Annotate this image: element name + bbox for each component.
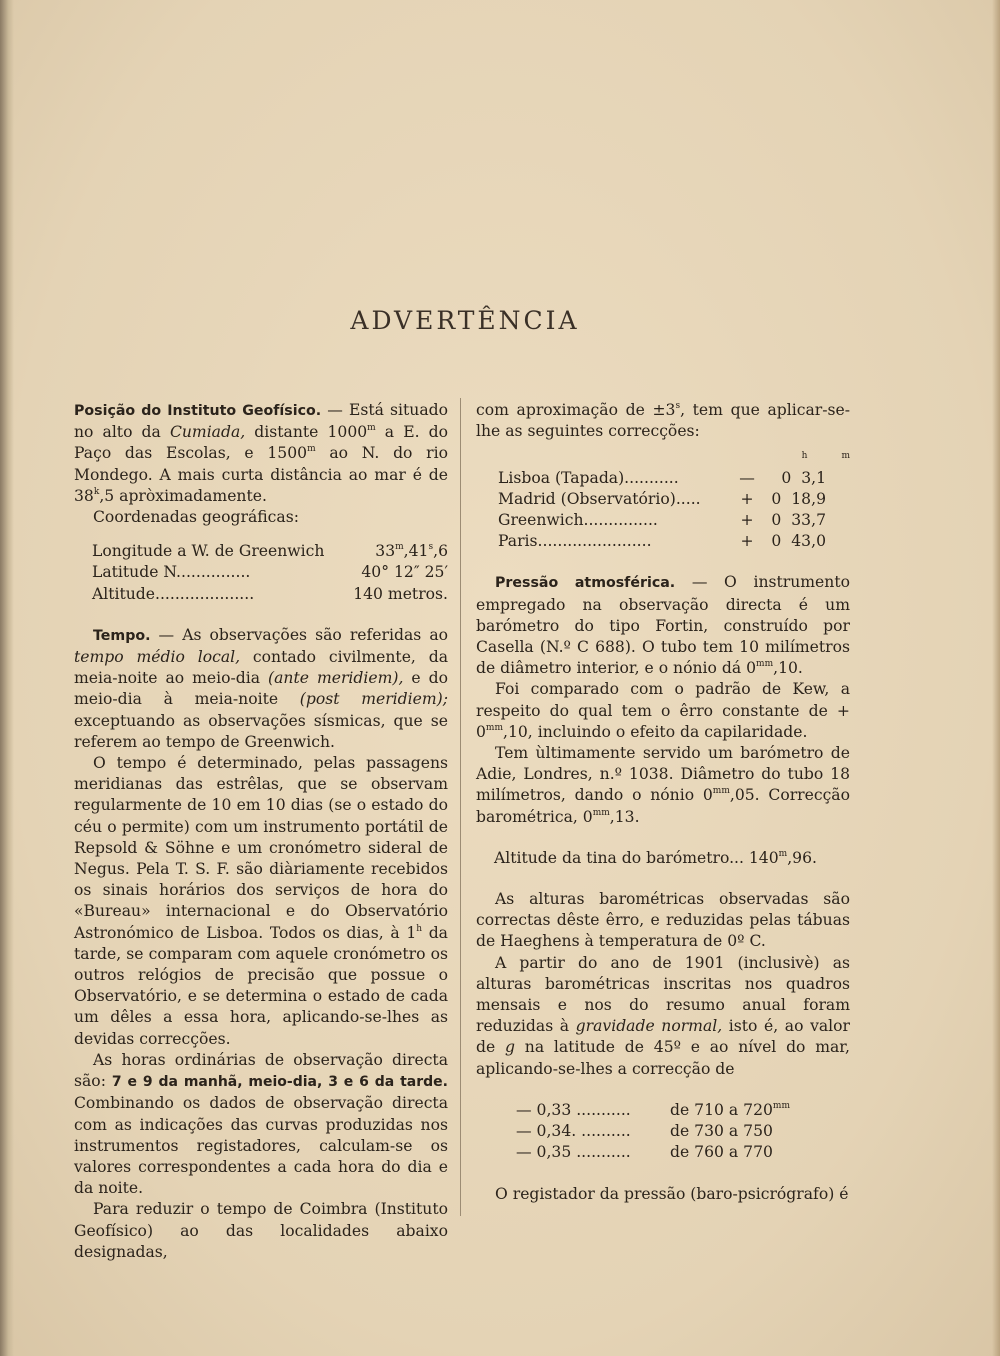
- corrections-table: [476, 446, 850, 552]
- table-row: Madrid (Observatório)..... + 0 18,9: [498, 489, 826, 508]
- table-row: — 0,33 ........... de 710 a $720^{mm}$: [516, 1100, 790, 1119]
- paragraph-pressure: Pressão atmosférica. — O instrumento empregado na observação directa é um barómetro do tipo Fortin, construído por Casella (N.º C 688). O tubo tem 10 milímetros de diâmetro interior, e o nónio dá $0^{mm},10$.: [476, 573, 850, 678]
- gravity-corrections-table: [476, 1100, 850, 1164]
- paragraph-position: Posição do Instituto Geofísico. — Está situado no alto da Cumiada, distante 1000$^m$ a E. do Paço das Escolas, e 1500$^m$ ao N. do rio Mondego. A mais curta distância ao mar é de 38$^k$,5 apròximadamente.: [74, 401, 449, 505]
- book-spine-shadow: [0, 0, 14, 1356]
- section-title-tempo: Tempo.: [93, 627, 151, 644]
- barometer-altitude: Altitude da tina do barómetro... 140$^m$,96.: [494, 848, 817, 867]
- page-edge: [992, 0, 1000, 1356]
- section-title-pressure: Pressão atmosférica.: [495, 575, 676, 592]
- coordinates-title: Coordenadas geográficas:: [93, 508, 299, 527]
- paragraph-observation-hours: As horas ordinárias de observação directa são: 7 e 9 da manhã, meio-dia, 3 e 6 da tarde. Combinando os dados de observação directa com as indicações das curvas produzidas nos instrumentos registadores, calculam-se os valores correspondentes a cada hora do dia e da noite.: [74, 1050, 448, 1198]
- table-row: — 0,35 ........... de 760 a 770: [516, 1143, 773, 1162]
- paragraph-alturas: As alturas barométricas observadas são correctas dêste êrro, e reduzidas pelas tábuas de Haeghens à temperatura de 0º C.: [476, 890, 850, 951]
- table-row: Paris....................... + 0 43,0: [498, 532, 826, 551]
- table-row: — 0,34. .......... de 730 a 750: [516, 1122, 773, 1141]
- table-header: h m: [801, 451, 850, 462]
- coordinates-table: [74, 541, 448, 605]
- paragraph-adie: Tem ùltimamente servido um barómetro de Adie, Londres, n.º 1038. Diâmetro do tubo 18 milímetros, dando o nónio $0^{mm},05$. Correcção barométrica, $0^{mm},13$.: [476, 744, 850, 826]
- table-row: Altitude.................... 140 metros.: [92, 584, 448, 603]
- table-row: Longitude a W. de Greenwich 33$^m$,41$^s$,6: [92, 542, 448, 561]
- paragraph-approximation: com aproximação de $\pm 3^s$, tem que aplicar-se-lhe as seguintes correcções:: [476, 401, 850, 441]
- paragraph-gravity: A partir do ano de 1901 (inclusivè) as alturas barométricas inscritas nos quadros mensais e nos do resumo anual foram reduzidas à gravidade normal, isto é, ao valor de g na latitude de 45º e ao nível do mar, aplicando-se-lhes a correcção de: [476, 953, 851, 1078]
- section-title-position: Posição do Instituto Geofísico.: [74, 403, 322, 419]
- table-row: Lisboa (Tapada)........... — 0 3,1: [498, 468, 826, 487]
- paragraph-time-reduction: Para reduzir o tempo de Coimbra (Instituto Geofísico) ao das localidades abaixo designadas,: [74, 1200, 448, 1261]
- table-row: Latitude N............... 40° 12″ 25′: [92, 563, 448, 582]
- paragraph-kew: Foi comparado com o padrão de Kew, a respeito do qual tem o êrro constante de + $0^{mm},10$, incluindo o efeito da capilaridade.: [476, 680, 850, 741]
- table-row: Greenwich............... + 0 33,7: [498, 511, 826, 530]
- paragraph-tempo: Tempo. — As observações são referidas ao tempo médio local, contado civilmente, da meia-noite ao meio-dia (ante meridiem), e do meio-dia à meia-noite (post meridiem); exceptuando as observações sísmicas, que se referem ao tempo de Greenwich.: [74, 625, 449, 751]
- paragraph-time-determination: O tempo é determinado, pelas passagens meridianas das estrêlas, que se observam regularmente de 10 em 10 dias (se o estado do céu o permite) com um instrumento portátil de Repsold & Söhne e um cronómetro sideral de Negus. Pela T. S. F. são diàriamente recebidos os sinais horários dos serviços de hora do «Bureau» internacional e do Observatório Astronómico de Lisboa. Todos os dias, à 1$^h$ da tarde, se comparam com aquele cronómetro os outros relógios de precisão que possue o Observatório, e se determina o estado de cada um dêles a essa hora, aplicando-se-lhes as devidas correcções.: [74, 754, 448, 1048]
- left-column: [74, 400, 448, 1263]
- paragraph-registrar: O registador da pressão (baro-psicrógrafo) é: [495, 1184, 849, 1203]
- right-column: [476, 400, 850, 1205]
- page-title: ADVERTÊNCIA: [350, 306, 580, 335]
- column-divider: [460, 398, 461, 1216]
